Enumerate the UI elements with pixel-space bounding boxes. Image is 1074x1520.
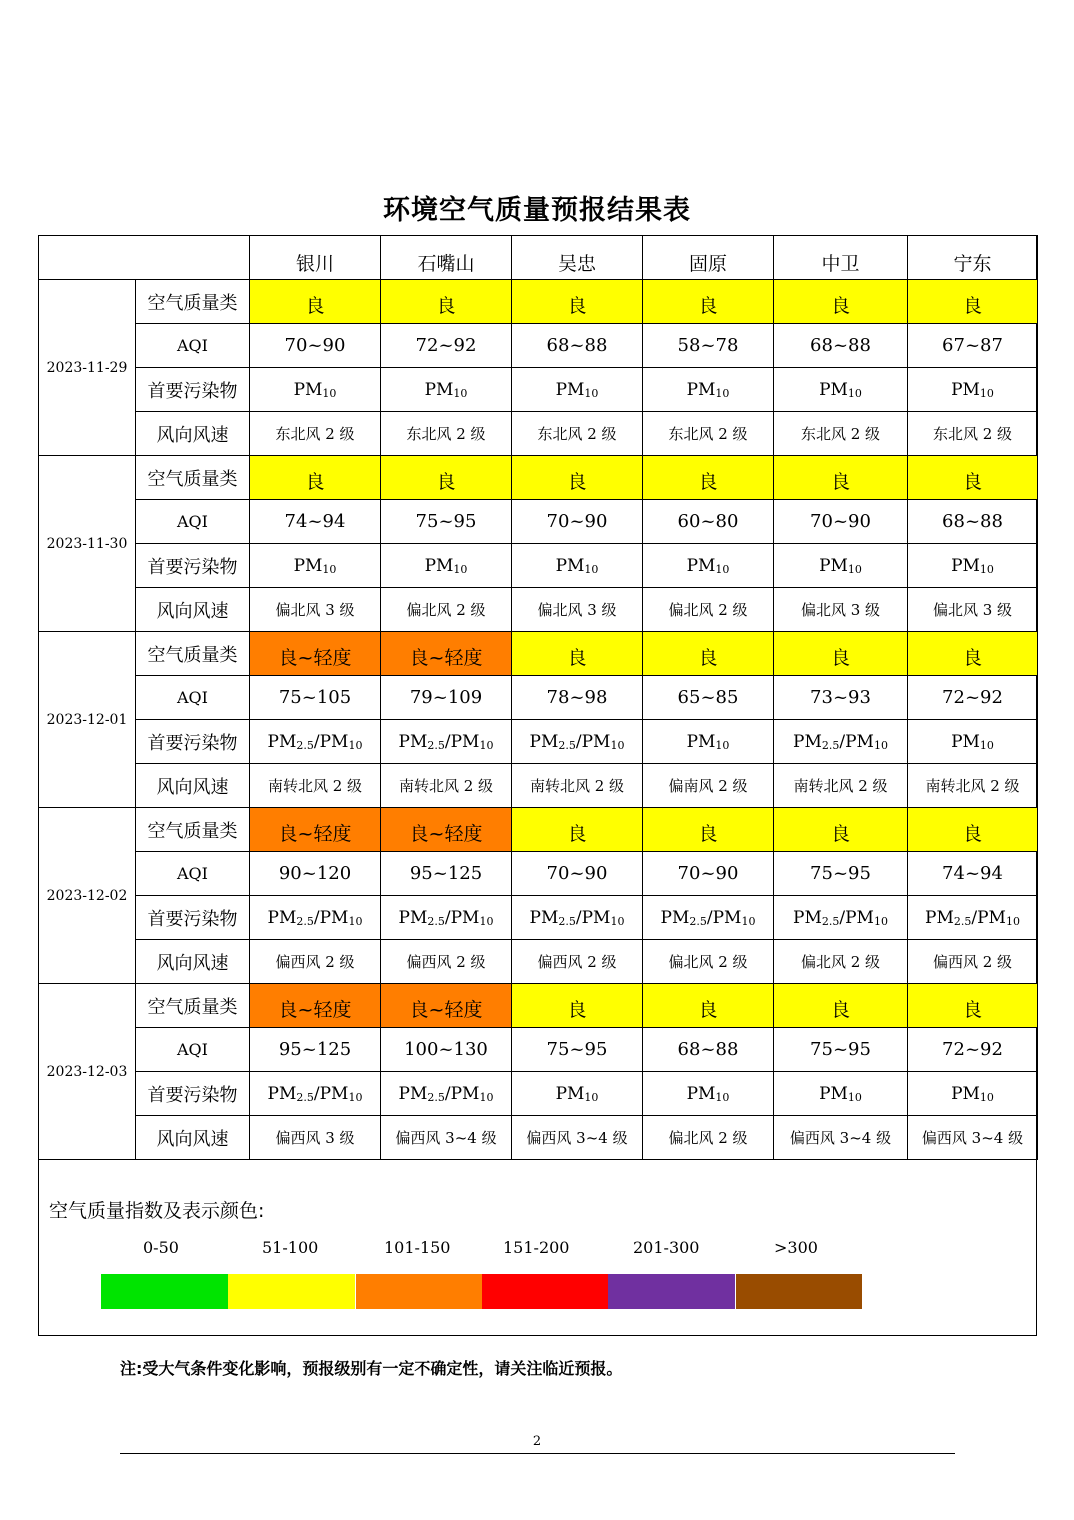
- quality-cell: 良~轻度: [381, 808, 512, 852]
- aqi-cell: 58~78: [643, 324, 774, 368]
- pollutant-cell: [250, 720, 381, 764]
- quality-cell: 良: [250, 280, 381, 324]
- pollutant-formatted: $PM_{10}$: [819, 379, 862, 400]
- wind-cell: 南转北风 2 级: [250, 764, 381, 808]
- quality-cell: 良: [643, 808, 774, 852]
- pollutant-formatted: $PM_{2.5}/PM_{10}$: [398, 907, 494, 928]
- pollutant-formatted: $PM_{2.5}/PM_{10}$: [529, 907, 625, 928]
- pollutant-cell: [512, 544, 643, 588]
- row-label: 风向风速: [136, 588, 250, 632]
- row-label: AQI: [136, 852, 250, 896]
- pollutant-cell: [643, 1072, 774, 1116]
- pollutant-formatted: $PM_{10}$: [819, 555, 862, 576]
- city-header: 宁东: [908, 236, 1038, 280]
- page-number: 2: [532, 1434, 542, 1449]
- pollutant-cell: [908, 896, 1038, 940]
- forecast-date: 2023-12-01: [39, 632, 136, 808]
- aqi-cell: 74~94: [908, 852, 1038, 896]
- quality-cell: 良: [250, 456, 381, 500]
- quality-cell: 良: [512, 984, 643, 1028]
- row-pollutant: [39, 544, 1038, 588]
- aqi-cell: 68~88: [643, 1028, 774, 1072]
- pollutant-formatted: $PM_{2.5}/PM_{10}$: [925, 907, 1020, 928]
- wind-cell: 偏西风 2 级: [250, 940, 381, 984]
- pollutant-formatted: $PM_{2.5}/PM_{10}$: [529, 731, 625, 752]
- pollutant-formatted: $PM_{10}$: [293, 555, 337, 576]
- wind-cell: 偏北风 2 级: [774, 940, 908, 984]
- quality-cell: 良: [643, 632, 774, 676]
- pollutant-formatted: $PM_{2.5}/PM_{10}$: [267, 1083, 363, 1104]
- wind-cell: 偏西风 3~4 级: [381, 1116, 512, 1160]
- aqi-cell: 70~90: [512, 852, 643, 896]
- row-pollutant: [39, 1072, 1038, 1116]
- pollutant-cell: [643, 720, 774, 764]
- quality-cell: 良~轻度: [250, 984, 381, 1028]
- row-wind: [39, 940, 1038, 984]
- row-quality: [39, 632, 1038, 676]
- quality-cell: 良: [908, 632, 1038, 676]
- aqi-cell: 72~92: [908, 676, 1038, 720]
- aqi-cell: 74~94: [250, 500, 381, 544]
- aqi-cell: 70~90: [250, 324, 381, 368]
- quality-cell: 良~轻度: [381, 632, 512, 676]
- pollutant-cell: [512, 1072, 643, 1116]
- pollutant-formatted: $PM_{10}$: [951, 1083, 994, 1104]
- row-label: 空气质量类: [136, 280, 250, 324]
- row-aqi: [39, 676, 1038, 720]
- row-quality: [39, 808, 1038, 852]
- quality-cell: 良: [908, 984, 1038, 1028]
- aqi-cell: 67~87: [908, 324, 1038, 368]
- row-label: AQI: [136, 1028, 250, 1072]
- wind-cell: 偏西风 3 级: [250, 1116, 381, 1160]
- pollutant-formatted: $PM_{10}$: [555, 1083, 599, 1104]
- row-wind: [39, 412, 1038, 456]
- aqi-legend: [39, 1182, 1036, 1332]
- aqi-cell: 100~130: [381, 1028, 512, 1072]
- legend-swatch: [608, 1274, 735, 1309]
- quality-cell: 良: [643, 984, 774, 1028]
- row-aqi: [39, 324, 1038, 368]
- pollutant-cell: [250, 1072, 381, 1116]
- pollutant-formatted: $PM_{10}$: [424, 555, 468, 576]
- pollutant-cell: [381, 896, 512, 940]
- pollutant-cell: [643, 544, 774, 588]
- pollutant-formatted: $PM_{2.5}/PM_{10}$: [793, 907, 888, 928]
- forecast-table: [38, 235, 1037, 1336]
- quality-cell: 良~轻度: [250, 808, 381, 852]
- city-header: 吴忠: [512, 236, 643, 280]
- legend-range: 51-100: [262, 1238, 319, 1257]
- wind-cell: 偏北风 3 级: [250, 588, 381, 632]
- row-aqi: [39, 500, 1038, 544]
- pollutant-formatted: $PM_{10}$: [686, 555, 730, 576]
- wind-cell: 偏西风 2 级: [908, 940, 1038, 984]
- row-label: 首要污染物: [136, 720, 250, 764]
- pollutant-cell: [643, 896, 774, 940]
- row-label: 首要污染物: [136, 1072, 250, 1116]
- pollutant-cell: [250, 544, 381, 588]
- pollutant-cell: [512, 896, 643, 940]
- row-wind: [39, 764, 1038, 808]
- legend-range: 201-300: [633, 1238, 700, 1257]
- wind-cell: 偏北风 2 级: [643, 940, 774, 984]
- legend-swatch: [101, 1274, 228, 1309]
- row-label: AQI: [136, 324, 250, 368]
- pollutant-cell: [643, 368, 774, 412]
- wind-cell: 南转北风 2 级: [381, 764, 512, 808]
- quality-cell: 良: [381, 456, 512, 500]
- quality-cell: 良: [908, 808, 1038, 852]
- quality-cell: 良: [643, 456, 774, 500]
- aqi-cell: 75~95: [512, 1028, 643, 1072]
- row-label: 风向风速: [136, 412, 250, 456]
- aqi-cell: 95~125: [381, 852, 512, 896]
- wind-cell: 偏北风 3 级: [908, 588, 1038, 632]
- pollutant-formatted: $PM_{10}$: [686, 1083, 730, 1104]
- aqi-cell: 79~109: [381, 676, 512, 720]
- quality-cell: 良: [512, 280, 643, 324]
- wind-cell: 偏西风 2 级: [512, 940, 643, 984]
- wind-cell: 偏西风 3~4 级: [908, 1116, 1038, 1160]
- row-label: AQI: [136, 500, 250, 544]
- pollutant-cell: [381, 368, 512, 412]
- wind-cell: 偏北风 3 级: [774, 588, 908, 632]
- aqi-cell: 75~95: [774, 852, 908, 896]
- aqi-cell: 65~85: [643, 676, 774, 720]
- pollutant-cell: [908, 544, 1038, 588]
- row-pollutant: [39, 368, 1038, 412]
- legend-swatch: [482, 1274, 609, 1309]
- legend-range: 0-50: [143, 1238, 179, 1257]
- pollutant-formatted: $PM_{10}$: [555, 555, 599, 576]
- row-quality: [39, 456, 1038, 500]
- header-row: [39, 236, 1038, 280]
- page-title: 环境空气质量预报结果表: [383, 195, 691, 226]
- quality-cell: 良: [381, 280, 512, 324]
- wind-cell: 东北风 2 级: [643, 412, 774, 456]
- aqi-cell: 60~80: [643, 500, 774, 544]
- legend-range: 151-200: [503, 1238, 570, 1257]
- pollutant-cell: [774, 896, 908, 940]
- pollutant-cell: [908, 368, 1038, 412]
- quality-cell: 良: [512, 632, 643, 676]
- city-header: 中卫: [774, 236, 908, 280]
- row-label: 空气质量类: [136, 808, 250, 852]
- pollutant-formatted: $PM_{2.5}/PM_{10}$: [398, 731, 494, 752]
- row-pollutant: [39, 896, 1038, 940]
- row-label: 风向风速: [136, 764, 250, 808]
- wind-cell: 东北风 2 级: [381, 412, 512, 456]
- wind-cell: 偏北风 2 级: [643, 1116, 774, 1160]
- pollutant-formatted: $PM_{10}$: [686, 379, 730, 400]
- pollutant-formatted: $PM_{2.5}/PM_{10}$: [660, 907, 756, 928]
- aqi-cell: 68~88: [512, 324, 643, 368]
- legend-range: >300: [774, 1238, 818, 1257]
- quality-cell: 良: [908, 456, 1038, 500]
- wind-cell: 偏西风 3~4 级: [512, 1116, 643, 1160]
- aqi-cell: 90~120: [250, 852, 381, 896]
- wind-cell: 偏北风 2 级: [643, 588, 774, 632]
- row-label: 首要污染物: [136, 368, 250, 412]
- pollutant-formatted: $PM_{2.5}/PM_{10}$: [398, 1083, 494, 1104]
- wind-cell: 东北风 2 级: [774, 412, 908, 456]
- row-aqi: [39, 1028, 1038, 1072]
- row-label: 首要污染物: [136, 896, 250, 940]
- pollutant-cell: [512, 720, 643, 764]
- row-quality: [39, 984, 1038, 1028]
- wind-cell: 偏西风 3~4 级: [774, 1116, 908, 1160]
- quality-cell: 良: [774, 280, 908, 324]
- quality-cell: 良: [512, 456, 643, 500]
- row-quality: [39, 280, 1038, 324]
- pollutant-formatted: $PM_{10}$: [686, 731, 730, 752]
- forecast-date: 2023-11-30: [39, 456, 136, 632]
- pollutant-formatted: $PM_{10}$: [951, 379, 994, 400]
- city-header: 固原: [643, 236, 774, 280]
- aqi-cell: 78~98: [512, 676, 643, 720]
- row-label: 空气质量类: [136, 984, 250, 1028]
- wind-cell: 东北风 2 级: [908, 412, 1038, 456]
- wind-cell: 偏北风 3 级: [512, 588, 643, 632]
- aqi-cell: 75~105: [250, 676, 381, 720]
- header-corner: [39, 236, 250, 280]
- wind-cell: 南转北风 2 级: [774, 764, 908, 808]
- pollutant-cell: [774, 720, 908, 764]
- pollutant-cell: [250, 368, 381, 412]
- legend-title: 空气质量指数及表示颜色:: [49, 1200, 265, 1222]
- legend-swatch: [736, 1274, 862, 1309]
- legend-range: 101-150: [384, 1238, 451, 1257]
- quality-cell: 良: [774, 632, 908, 676]
- pollutant-formatted: $PM_{2.5}/PM_{10}$: [267, 731, 363, 752]
- quality-cell: 良: [512, 808, 643, 852]
- row-label: 风向风速: [136, 1116, 250, 1160]
- wind-cell: 南转北风 2 级: [512, 764, 643, 808]
- pollutant-cell: [774, 1072, 908, 1116]
- quality-cell: 良~轻度: [250, 632, 381, 676]
- pollutant-cell: [774, 544, 908, 588]
- row-wind: [39, 1116, 1038, 1160]
- forecast-date: 2023-11-29: [39, 280, 136, 456]
- row-label: 首要污染物: [136, 544, 250, 588]
- aqi-cell: 70~90: [774, 500, 908, 544]
- row-label: AQI: [136, 676, 250, 720]
- row-label: 风向风速: [136, 940, 250, 984]
- forecast-note: 注:受大气条件变化影响，预报级别有一定不确定性，请关注临近预报。: [120, 1359, 623, 1378]
- wind-cell: 东北风 2 级: [512, 412, 643, 456]
- pollutant-cell: [512, 368, 643, 412]
- pollutant-formatted: $PM_{10}$: [293, 379, 337, 400]
- wind-cell: 东北风 2 级: [250, 412, 381, 456]
- quality-cell: 良: [643, 280, 774, 324]
- aqi-cell: 75~95: [381, 500, 512, 544]
- row-label: 空气质量类: [136, 456, 250, 500]
- forecast-date: 2023-12-03: [39, 984, 136, 1160]
- city-header: 石嘴山: [381, 236, 512, 280]
- aqi-cell: 68~88: [908, 500, 1038, 544]
- aqi-cell: 70~90: [512, 500, 643, 544]
- pollutant-formatted: $PM_{10}$: [424, 379, 468, 400]
- pollutant-cell: [381, 1072, 512, 1116]
- aqi-cell: 73~93: [774, 676, 908, 720]
- pollutant-formatted: $PM_{2.5}/PM_{10}$: [267, 907, 363, 928]
- row-label: 空气质量类: [136, 632, 250, 676]
- forecast-date: 2023-12-02: [39, 808, 136, 984]
- pollutant-cell: [908, 720, 1038, 764]
- aqi-cell: 72~92: [908, 1028, 1038, 1072]
- aqi-cell: 70~90: [643, 852, 774, 896]
- wind-cell: 偏北风 2 级: [381, 588, 512, 632]
- aqi-cell: 95~125: [250, 1028, 381, 1072]
- row-aqi: [39, 852, 1038, 896]
- footer-divider: [120, 1453, 955, 1454]
- legend-swatch: [356, 1274, 483, 1309]
- pollutant-formatted: $PM_{10}$: [951, 731, 994, 752]
- pollutant-cell: [250, 896, 381, 940]
- quality-cell: 良~轻度: [381, 984, 512, 1028]
- aqi-cell: 72~92: [381, 324, 512, 368]
- quality-cell: 良: [774, 808, 908, 852]
- quality-cell: 良: [774, 456, 908, 500]
- aqi-cell: 68~88: [774, 324, 908, 368]
- pollutant-formatted: $PM_{10}$: [555, 379, 599, 400]
- pollutant-formatted: $PM_{2.5}/PM_{10}$: [793, 731, 888, 752]
- row-pollutant: [39, 720, 1038, 764]
- wind-cell: 偏南风 2 级: [643, 764, 774, 808]
- wind-cell: 偏西风 2 级: [381, 940, 512, 984]
- pollutant-formatted: $PM_{10}$: [819, 1083, 862, 1104]
- pollutant-formatted: $PM_{10}$: [951, 555, 994, 576]
- quality-cell: 良: [908, 280, 1038, 324]
- quality-cell: 良: [774, 984, 908, 1028]
- row-wind: [39, 588, 1038, 632]
- pollutant-cell: [381, 720, 512, 764]
- pollutant-cell: [908, 1072, 1038, 1116]
- city-header: 银川: [250, 236, 381, 280]
- legend-swatch: [228, 1274, 355, 1309]
- pollutant-cell: [381, 544, 512, 588]
- wind-cell: 南转北风 2 级: [908, 764, 1038, 808]
- pollutant-cell: [774, 368, 908, 412]
- aqi-cell: 75~95: [774, 1028, 908, 1072]
